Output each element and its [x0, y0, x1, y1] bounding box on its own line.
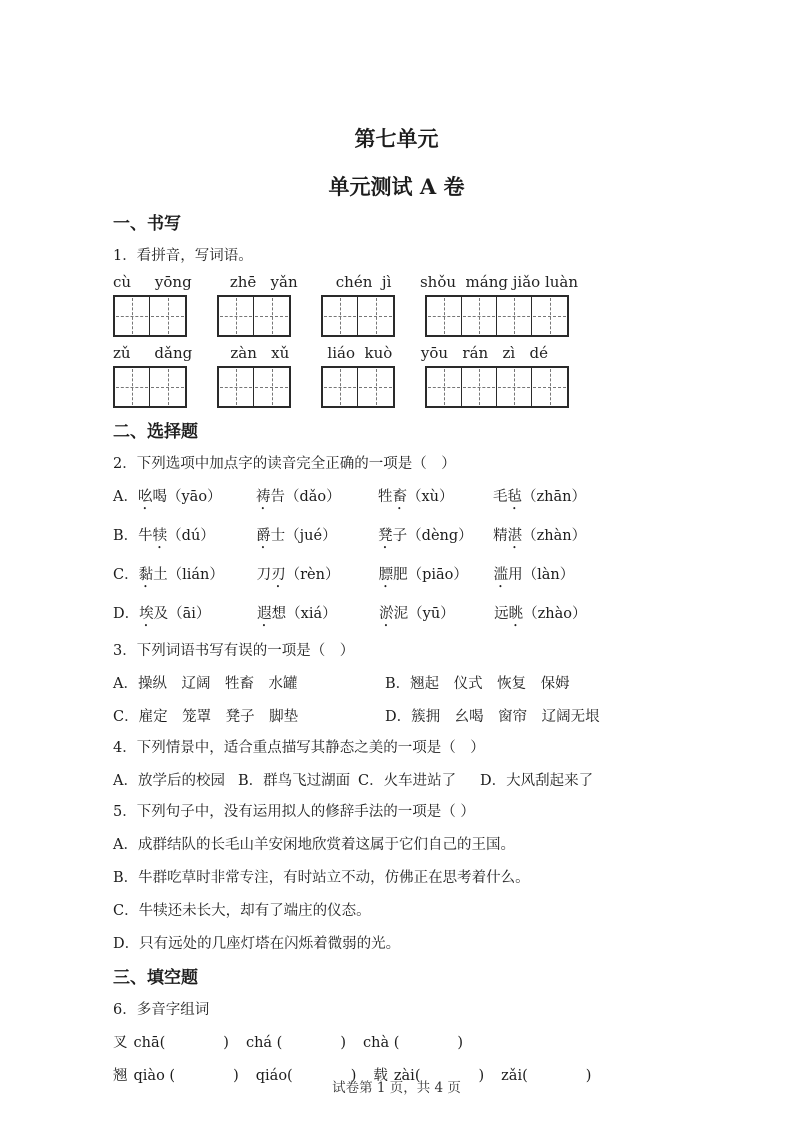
pinyin-annotation: （dú） [167, 528, 215, 544]
writing-grid-cell [532, 297, 567, 335]
word-char: 眺 [508, 606, 524, 622]
option-text: 大风刮起来了 [506, 773, 594, 789]
option-key: B． [113, 528, 139, 544]
word-char: 精 [493, 528, 508, 544]
writing-grid-group [217, 366, 291, 408]
paren-close: ) [350, 1068, 357, 1084]
writing-grid-cell [150, 297, 185, 335]
q2-item [256, 526, 378, 552]
writing-grid-cell [254, 368, 289, 406]
word-char: 土 [153, 567, 168, 583]
q4-options [113, 771, 693, 791]
pinyin-annotation: （āi） [168, 606, 211, 622]
paren-open: ( [393, 1035, 400, 1051]
option-key: B． [113, 870, 139, 886]
option-key: C． [358, 773, 384, 789]
q2-item [138, 487, 256, 513]
paren-open: ( [287, 1068, 293, 1084]
writing-grid-group [113, 366, 187, 408]
word-char: 想 [271, 606, 287, 622]
pinyin-annotation: （yū） [408, 606, 455, 622]
option-text: 翘起 仪式 恢复 保姆 [410, 676, 570, 692]
polyphone-entry [363, 1033, 463, 1053]
q5-option-row [113, 835, 693, 855]
pinyin-annotation: （lián） [167, 567, 224, 583]
q2-option-row [113, 565, 693, 591]
writing-grid-group [425, 366, 569, 408]
option-key: D． [480, 773, 507, 789]
q2-option-row [113, 487, 693, 513]
q6-row [113, 1033, 693, 1053]
option-key: B． [385, 676, 411, 692]
section-heading-choice: 二、选择题 [113, 422, 198, 442]
q3-option-row [113, 707, 693, 727]
paren-close: ) [457, 1035, 464, 1051]
option-text: 雇定 笼罩 凳子 脚垫 [138, 709, 299, 725]
writing-grid-group [321, 295, 395, 337]
writing-grid-group [113, 295, 187, 337]
section-heading-writing: 一、书写 [113, 214, 181, 234]
word-char: 远 [494, 606, 509, 622]
pinyin-writing-block [113, 273, 693, 408]
polyphone-pinyin: chā [133, 1035, 160, 1051]
word-char: 祷 [255, 489, 271, 505]
word-char: 遐 [257, 606, 272, 622]
dotted-word [257, 567, 286, 583]
dotted-word [139, 606, 168, 622]
word-char: 刃 [271, 567, 286, 583]
option-key: A． [113, 773, 138, 789]
paren-close: ) [340, 1035, 347, 1051]
word-char: 湛 [507, 528, 523, 544]
option-key: C． [113, 709, 139, 725]
q5-label: 5．下列句子中，没有运用拟人的修辞手法的一项是（ ） [113, 804, 475, 820]
q2-item [257, 604, 379, 630]
option-key: D． [113, 936, 140, 952]
q5-options [113, 835, 693, 954]
polyphone-pinyin: zài [393, 1068, 415, 1084]
polyphone-pinyin: qiáo [255, 1068, 288, 1084]
word-char: 滥 [493, 567, 509, 583]
option-text: 牛犊还未长大，却有了端庄的仪态。 [138, 903, 371, 919]
option-text: 操纵 辽阔 牲畜 水罐 [137, 676, 298, 692]
paren-close: ) [233, 1068, 239, 1084]
dotted-word [138, 528, 167, 544]
section-heading-fill: 三、填空题 [113, 968, 198, 988]
paren-open: ( [522, 1068, 528, 1084]
q3-option [113, 674, 385, 694]
q4-option [480, 771, 593, 791]
dotted-word [378, 528, 407, 544]
dotted-word [494, 606, 523, 622]
word-char: 牲 [377, 489, 393, 505]
writing-grid-cell [254, 297, 289, 335]
polyphone-char: 叉 [113, 1035, 128, 1051]
q3-option-row [113, 674, 693, 694]
option-key: D． [113, 606, 140, 622]
pinyin-line: cù yōng zhē yǎn chén jì shǒu máng jiǎo luàn [113, 273, 579, 291]
dotted-word [139, 567, 168, 583]
option-text: 火车进站了 [383, 773, 457, 789]
polyphone-entry [246, 1033, 346, 1053]
q2-item [493, 487, 586, 513]
writing-grid-cell [427, 297, 462, 335]
dotted-word [493, 528, 522, 544]
polyphone-pinyin: qiào [133, 1068, 170, 1084]
q2-item [494, 604, 586, 630]
option-text: 只有远处的几座灯塔在闪烁着微弱的光。 [139, 936, 401, 952]
writing-grid-cell [462, 368, 497, 406]
word-char: 及 [153, 606, 169, 622]
word-char: 爵 [256, 528, 271, 544]
dotted-word [256, 489, 285, 505]
dotted-word [493, 489, 522, 505]
writing-grid-group [321, 366, 395, 408]
option-key: C． [113, 567, 139, 583]
writing-grid-cell [115, 297, 150, 335]
q2-item [257, 565, 379, 591]
option-key: C． [113, 903, 139, 919]
writing-grid-cell [497, 297, 532, 335]
q2-option-row [113, 604, 693, 630]
q2-item [494, 565, 575, 591]
dotted-word [257, 606, 286, 622]
writing-grid-row [113, 295, 693, 337]
paren-close: ) [478, 1068, 485, 1084]
word-char: 士 [270, 528, 286, 544]
paren-close: ) [585, 1068, 592, 1084]
dotted-word [138, 489, 167, 505]
writing-grid-row [113, 366, 693, 408]
writing-grid-cell [358, 368, 393, 406]
pinyin-annotation: （piāo） [407, 567, 468, 583]
q2-item [378, 526, 493, 552]
pinyin-annotation: （jué） [285, 528, 337, 544]
writing-grid-cell [219, 368, 254, 406]
q4-option [113, 771, 238, 791]
option-key: A． [113, 489, 138, 505]
word-char: 畜 [392, 489, 407, 505]
q2-item [379, 565, 494, 591]
q3-option [385, 674, 570, 694]
writing-grid-cell [150, 368, 185, 406]
q6-label: 6．多音字组词 [113, 1002, 210, 1018]
writing-grid-cell [497, 368, 532, 406]
q5-option-row [113, 934, 693, 954]
dotted-word [256, 528, 285, 544]
word-char: 淤 [379, 606, 394, 622]
q2-item [138, 526, 256, 552]
writing-grid-group [217, 295, 291, 337]
option-text: 成群结队的长毛山羊安闲地欣赏着这属于它们自己的王国。 [137, 837, 515, 853]
q3-option [385, 707, 600, 727]
option-key: D． [385, 709, 412, 725]
word-char: 膘 [378, 567, 394, 583]
dotted-word [494, 567, 523, 583]
option-key: A． [113, 837, 138, 853]
polyphone-pinyin: zǎi [501, 1068, 523, 1084]
pinyin-annotation: （xù） [406, 489, 454, 505]
paren-close: ) [223, 1035, 229, 1051]
q1-label: 1．看拼音，写词语。 [113, 248, 253, 264]
paren-open: ( [276, 1035, 283, 1051]
word-char: 肥 [393, 567, 408, 583]
q2-item [493, 526, 586, 552]
option-text: 簇拥 幺喝 窗帘 辽阔无垠 [411, 709, 600, 725]
polyphone-char: 载 [373, 1068, 388, 1084]
q2-item [256, 487, 378, 513]
dotted-word [378, 489, 407, 505]
paren-open: ( [169, 1068, 176, 1084]
q4-option [358, 771, 480, 791]
polyphone-entry [113, 1033, 229, 1053]
pinyin-annotation: （zhān） [521, 489, 586, 505]
q2-option-row [113, 526, 693, 552]
pinyin-annotation: （rèn） [285, 567, 340, 583]
word-char: 刀 [256, 567, 272, 583]
word-char: 埃 [139, 606, 154, 622]
page-footer: 试卷第 1 页，共 4 页 [332, 1080, 461, 1096]
polyphone-pinyin: chá [245, 1035, 277, 1051]
q2-item [139, 565, 257, 591]
polyphone-pinyin: chà [363, 1035, 394, 1051]
q4-option [238, 771, 358, 791]
paren-open: ( [159, 1035, 166, 1051]
word-char: 吆 [137, 489, 153, 505]
q2-item [379, 604, 494, 630]
page-subtitle: 单元测试 A 卷 [328, 174, 465, 199]
word-char: 凳 [378, 528, 393, 544]
option-key: A． [113, 676, 138, 692]
q2-item [378, 487, 493, 513]
writing-grid-cell [323, 368, 358, 406]
q5-option-row [113, 901, 693, 921]
pinyin-annotation: （dǎo） [284, 489, 341, 505]
word-char: 泥 [393, 606, 409, 622]
paren-open: ( [414, 1068, 421, 1084]
word-char: 喝 [152, 489, 167, 505]
q4-label: 4．下列情景中，适合重点描写其静态之美的一项是（ ） [113, 740, 485, 756]
word-char: 用 [508, 567, 523, 583]
q2-options [113, 487, 693, 630]
writing-grid-cell [323, 297, 358, 335]
word-char: 犊 [152, 528, 168, 544]
word-char: 毛 [492, 489, 508, 505]
word-char: 毡 [507, 489, 522, 505]
dotted-word [379, 606, 408, 622]
pinyin-annotation: （dèng） [407, 528, 473, 544]
writing-grid-cell [358, 297, 393, 335]
writing-grid-group [425, 295, 569, 337]
pinyin-annotation: （làn） [522, 567, 575, 583]
page-title: 第七单元 [354, 126, 439, 151]
word-char: 牛 [138, 528, 153, 544]
polyphone-char: 翘 [113, 1068, 128, 1084]
writing-grid-cell [532, 368, 567, 406]
q2-label: 2．下列选项中加点字的读音完全正确的一项是（ ） [113, 456, 456, 472]
word-char: 子 [392, 528, 408, 544]
option-key: B． [238, 773, 264, 789]
q3-option [113, 707, 385, 727]
writing-grid-cell [427, 368, 462, 406]
option-text: 群鸟飞过湖面 [263, 773, 351, 789]
writing-grid-cell [462, 297, 497, 335]
pinyin-annotation: （zhào） [523, 606, 587, 622]
q3-label: 3．下列词语书写有误的一项是（ ） [113, 643, 355, 659]
word-char: 黏 [138, 567, 154, 583]
q2-item [139, 604, 257, 630]
pinyin-annotation: （yāo） [166, 489, 222, 505]
option-text: 牛群吃草时非常专注，有时站立不动，仿佛正在思考着什么。 [138, 870, 530, 886]
option-text: 放学后的校园 [137, 773, 225, 789]
dotted-word [379, 567, 408, 583]
writing-grid-cell [115, 368, 150, 406]
pinyin-annotation: （xiá） [286, 606, 337, 622]
pinyin-annotation: （zhàn） [522, 528, 587, 544]
q5-option-row [113, 868, 693, 888]
writing-grid-cell [219, 297, 254, 335]
pinyin-line: zǔ dǎng zàn xǔ liáo kuò yōu rán zì dé [113, 344, 548, 362]
q3-options [113, 674, 693, 727]
word-char: 告 [270, 489, 285, 505]
